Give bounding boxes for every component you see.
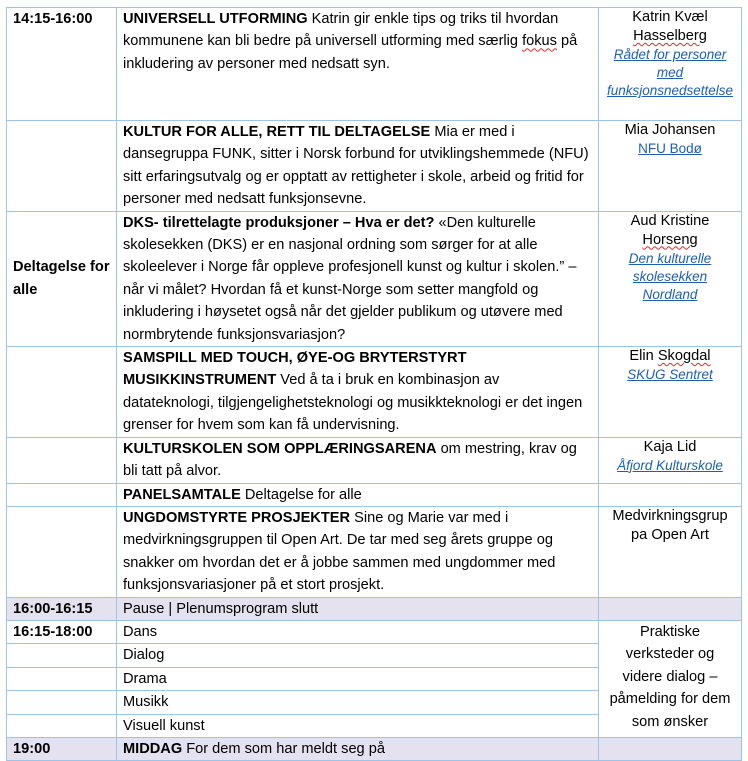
- workshop-item: Drama: [117, 667, 599, 690]
- speaker-cell: [599, 121, 742, 212]
- session-title: KULTURSKOLEN SOM OPPLÆRINGSARENA: [123, 440, 437, 457]
- time-cell-empty: [7, 667, 117, 690]
- table-row: [7, 483, 742, 506]
- section-label-text: Deltagelse for alle: [13, 259, 110, 298]
- dinner-cell: [117, 737, 599, 760]
- pause-cell: Pause | Plenumsprogram slutt: [117, 597, 599, 620]
- workshop-note: Praktiske verksteder og videre dialog – påmelding for dem som ønsker: [599, 620, 742, 737]
- session-cell: [117, 121, 599, 212]
- empty-cell: [599, 737, 742, 760]
- speaker-name: Kaja Lid: [643, 438, 697, 455]
- workshop-item: Musikk: [117, 691, 599, 714]
- workshop-item: Visuell kunst: [117, 714, 599, 737]
- session-title: UNIVERSELL UTFORMING: [123, 11, 308, 27]
- empty-cell: [599, 597, 742, 620]
- time-cell: 14:15-16:00: [7, 8, 117, 121]
- speaker-cell: [599, 211, 742, 346]
- session-cell: [117, 506, 599, 597]
- table-row-pause: [7, 597, 742, 620]
- table-row: [7, 8, 742, 121]
- session-cell: [117, 211, 599, 346]
- time-cell-empty: [7, 691, 117, 714]
- session-cell: [117, 483, 599, 506]
- session-text: For dem som har meldt seg på: [182, 740, 385, 757]
- speaker-cell: [599, 506, 742, 597]
- org-link[interactable]: Rådet for personer med funksjonsnedsettelse: [606, 47, 734, 98]
- session-title: PANELSAMTALE: [123, 486, 241, 503]
- time-cell-empty: [7, 644, 117, 667]
- speaker-surname: Hasselberg: [633, 28, 707, 44]
- org-link[interactable]: Åfjord Kulturskole: [617, 457, 723, 473]
- session-title: UNGDOMSTYRTE PROSJEKTER: [123, 509, 351, 526]
- session-text-end: på inkludering av personer med nedsatt syn.: [123, 33, 578, 72]
- speaker-cell: [599, 437, 742, 483]
- table-row: [7, 121, 742, 212]
- org-link[interactable]: SKUG Sentret: [627, 367, 713, 383]
- speaker-first: Elin: [629, 348, 658, 365]
- table-row: [7, 211, 742, 346]
- time-cell-empty: [7, 506, 117, 597]
- org-link[interactable]: Den kulturelle skolesekken Nordland: [628, 250, 712, 302]
- session-text: Sine og Marie var med i medvirkningsgruppen til Open Art. De tar med seg årets gruppe og snakker om hvordan det er å jobbe sammen med ungdommer med funksjonsvariasjoner på et stort prosjekt.: [123, 509, 556, 594]
- session-text: Katrin gir enkle tips og triks til hvordan kommunene kan bli bedre på universell utforming med særlig: [123, 11, 559, 50]
- table-row: [7, 437, 742, 483]
- time-cell: 16:00-16:15: [7, 597, 117, 620]
- session-title: DKS- tilrettelagte produksjoner – Hva er det?: [123, 214, 435, 231]
- session-text: Ved å ta i bruk en kombinasjon av datateknologi, tilgjengelighetsteknologi og musikkteknologi er det ingen grenser for hvem som kan få undervisning.: [123, 372, 583, 434]
- time-cell-empty: [7, 714, 117, 737]
- speaker-surname: Horseng: [642, 231, 698, 248]
- workshop-item: Dialog: [117, 644, 599, 667]
- time-cell-empty: [7, 121, 117, 212]
- speaker-name: Medvirkningsgrup pa Open Art: [612, 507, 728, 543]
- speaker-cell-empty: [599, 483, 742, 506]
- section-label: [7, 211, 117, 346]
- time-cell: 19:00: [7, 737, 117, 760]
- session-text: Deltagelse for alle: [240, 486, 362, 503]
- spellcheck-word: fokus: [522, 33, 557, 50]
- session-title: SAMSPILL MED TOUCH, ØYE-OG BRYTERSTYRT MUSIKKINSTRUMENT: [123, 350, 467, 389]
- session-text: Mia er med i dansegruppa FUNK, sitter i Norsk forbund for utviklingshemmede (NFU) sitt erfaringsutvalg og er opptatt av rettigheter i skole, arbeid og fritid for personer med nedsatt funksjonsevne.: [123, 124, 589, 208]
- speaker-surname: Skogdal: [657, 348, 711, 365]
- speaker-name: Mia Johansen: [624, 122, 716, 138]
- session-cell: [117, 8, 599, 121]
- time-cell-empty: [7, 437, 117, 483]
- session-text: «Den kulturelle skolesekken (DKS) er en nasjonal ordning som sørger for at alle skoleelever i Norge får oppleve profesjonell kunst og kultur i skolen.” – når vi målet? Hvordan få et kunst-Norge som setter mangfold og inkludering i høysetet også når det gjelder publikum og utøvere med normbrytende funksjonsvariasjon?: [123, 214, 577, 343]
- table-row-dinner: [7, 737, 742, 760]
- table-row: [7, 347, 742, 438]
- table-row: [7, 620, 742, 643]
- speaker-name: Katrin Kvæl: [632, 9, 708, 25]
- speaker-name: [605, 347, 735, 366]
- org-link[interactable]: NFU Bodø: [638, 141, 702, 156]
- session-title: MIDDAG: [123, 740, 183, 757]
- speaker-cell: [599, 8, 742, 121]
- session-text: om mestring, krav og bli tatt på alvor.: [123, 440, 577, 480]
- time-cell: 16:15-18:00: [7, 620, 117, 643]
- session-cell: [117, 437, 599, 483]
- speaker-name: Aud Kristine: [630, 212, 710, 229]
- time-cell-empty: [7, 347, 117, 438]
- program-table: [6, 7, 742, 761]
- table-row: [7, 506, 742, 597]
- session-cell: [117, 347, 599, 438]
- speaker-cell: [599, 347, 742, 438]
- time-cell-empty: [7, 483, 117, 506]
- workshop-item: Dans: [117, 620, 599, 643]
- session-title: KULTUR FOR ALLE, RETT TIL DELTAGELSE: [123, 124, 431, 140]
